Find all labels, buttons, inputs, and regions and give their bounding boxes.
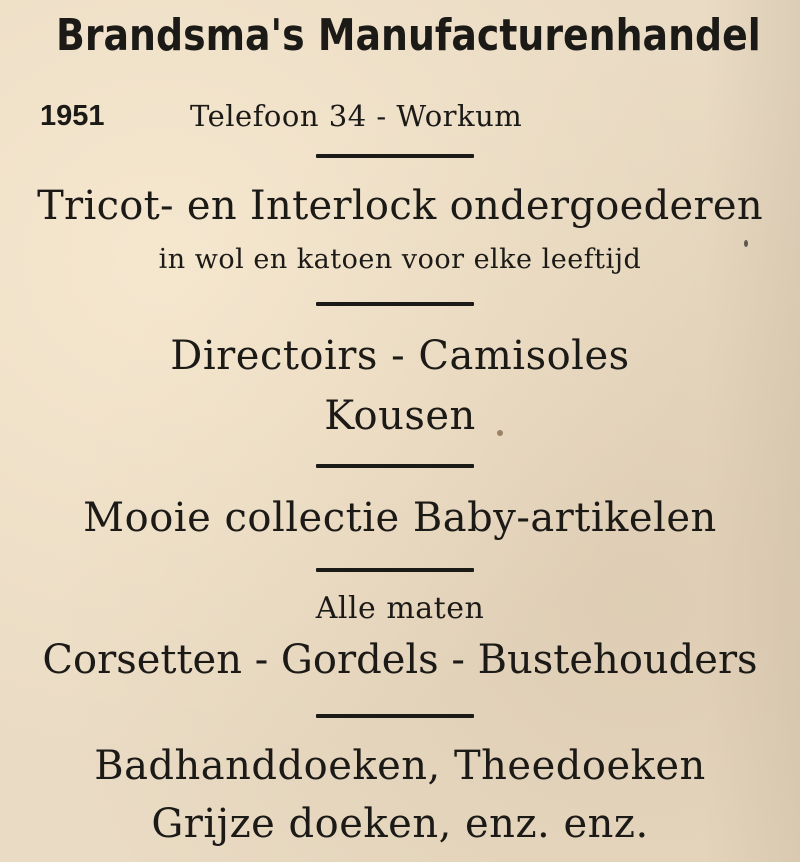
cloths-line: Grijze doeken, enz. enz. (151, 801, 649, 847)
towels-line: Badhanddoeken, Theedoeken (94, 743, 706, 789)
divider-rule (316, 714, 474, 718)
garments-line: Directoirs - Camisoles (170, 333, 630, 379)
paper-stain (497, 430, 503, 436)
divider-rule (316, 464, 474, 468)
divider-rule (316, 154, 474, 158)
corsetry-line: Corsetten - Gordels - Bustehouders (42, 637, 758, 683)
shop-name-heading: Brandsma's Manufacturenhandel (56, 10, 761, 61)
paper-stain (744, 240, 748, 247)
stockings-line: Kousen (324, 393, 476, 439)
baby-articles-line: Mooie collectie Baby-artikelen (83, 495, 717, 541)
divider-rule (316, 302, 474, 306)
underwear-subline: in wol en katoen voor elke leeftijd (158, 244, 642, 275)
telephone-line: Telefoon 34 - Workum (190, 99, 523, 133)
year-label: 1951 (40, 100, 105, 132)
divider-rule (316, 568, 474, 572)
all-sizes-label: Alle maten (315, 591, 485, 626)
underwear-heading: Tricot- en Interlock ondergoederen (37, 183, 763, 229)
